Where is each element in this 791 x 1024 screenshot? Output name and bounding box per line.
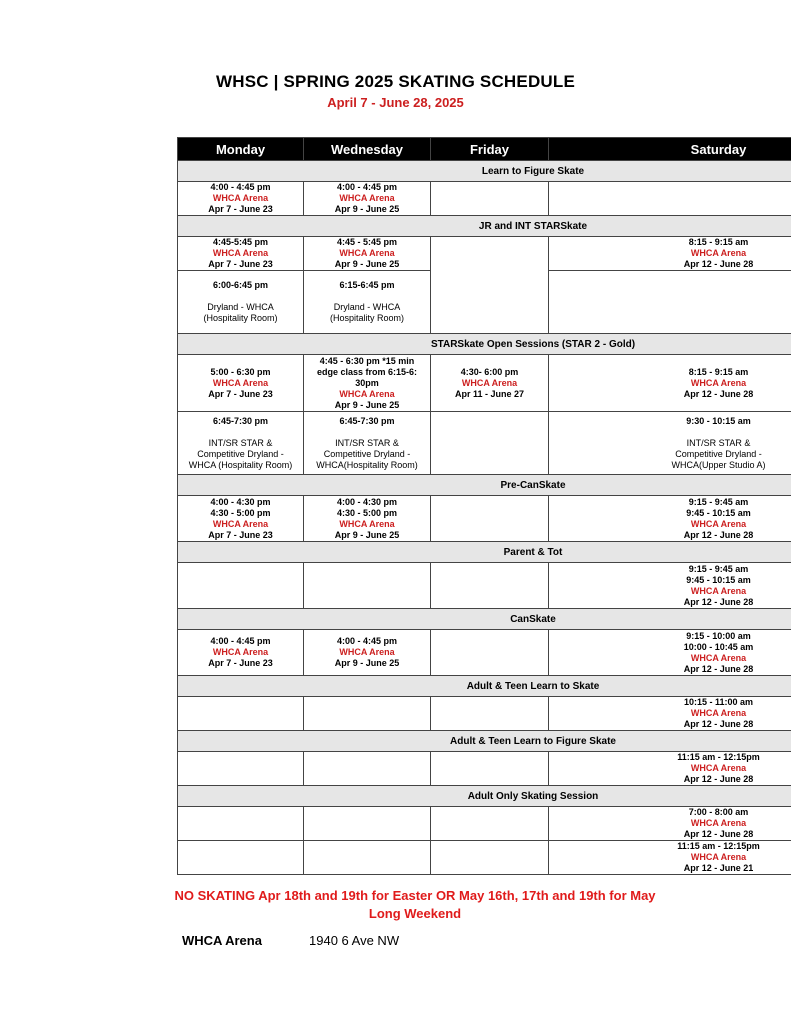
day-header-monday: Monday (178, 138, 304, 161)
date-range-text: Apr 7 - June 23 (208, 204, 273, 214)
time-text: 6:45-7:30 pm (212, 415, 269, 426)
section-title: Pre-CanSkate (178, 475, 791, 496)
venue-text: WHCA Arena (339, 647, 395, 657)
empty-cell (178, 752, 304, 786)
table-row (178, 412, 791, 475)
empty-cell (549, 271, 791, 334)
empty-cell (431, 807, 549, 841)
schedule-cell (178, 355, 304, 412)
schedule-cell (178, 630, 304, 676)
activity-text: Dryland - WHCA (207, 302, 274, 312)
schedule-table (177, 137, 791, 875)
time-text: 4:00 - 4:45 pm (210, 636, 271, 646)
schedule-cell (549, 807, 791, 841)
activity-text: INT/SR STAR & (208, 437, 273, 448)
date-range-text: Apr 9 - June 25 (334, 204, 400, 214)
section-row (178, 542, 791, 563)
schedule-cell (178, 237, 304, 271)
section-row (178, 334, 791, 355)
time-text: 11:15 am - 12:15pm (677, 752, 760, 762)
schedule-cell (304, 630, 431, 676)
schedule-cell (178, 496, 304, 542)
empty-cell (431, 563, 549, 609)
time-text: 4:30- 6:00 pm (460, 366, 519, 377)
date-range-text: Apr 7 - June 23 (208, 259, 273, 269)
date-range-text: Apr 12 - June 28 (683, 829, 754, 839)
date-range-text: Apr 7 - June 23 (208, 388, 273, 399)
empty-cell (178, 697, 304, 731)
date-range-text: Apr 12 - June 21 (683, 863, 754, 873)
schedule-cell (549, 237, 791, 271)
schedule-cell (549, 412, 791, 475)
section-title: JR and INT STARSkate (178, 216, 791, 237)
activity-text: Competitive Dryland - (675, 448, 762, 459)
venue-text: WHCA Arena (690, 763, 747, 773)
section-title: CanSkate (178, 609, 791, 630)
table-row (178, 841, 791, 875)
section-row (178, 216, 791, 237)
schedule-cell (304, 412, 431, 475)
date-range-text: Apr 12 - June 28 (683, 529, 754, 540)
schedule-cell (304, 182, 431, 216)
time-text: 4:00 - 4:45 pm (336, 182, 398, 192)
day-header-friday: Friday (431, 138, 549, 161)
date-range-text: Apr 12 - June 28 (683, 259, 754, 269)
empty-cell (304, 841, 431, 875)
schedule-cell (549, 630, 791, 676)
header-row (178, 138, 791, 161)
time-text: 9:30 - 10:15 am (686, 415, 751, 426)
venue-text: WHCA Arena (212, 248, 269, 258)
time-text: 6:45-7:30 pm (339, 415, 395, 426)
section-title: Parent & Tot (178, 542, 791, 563)
venue-text: WHCA Arena (339, 518, 395, 529)
time-text: 9:15 - 10:00 am (686, 630, 751, 641)
schedule-cell (178, 182, 304, 216)
time-text: 9:45 - 10:15 am (686, 507, 751, 518)
table-row (178, 355, 791, 412)
empty-cell (431, 697, 549, 731)
time-text: 4:00 - 4:45 pm (210, 182, 271, 192)
date-range-text: Apr 11 - June 27 (454, 388, 525, 399)
section-row (178, 731, 791, 752)
time-text: 4:30 - 5:00 pm (210, 507, 271, 518)
venue-text: WHCA Arena (339, 388, 395, 399)
time-text: 9:45 - 10:15 am (686, 574, 751, 585)
table-row (178, 496, 791, 542)
date-range-text: Apr 12 - June 28 (683, 388, 754, 399)
schedule-cell (549, 752, 791, 786)
schedule-cell (549, 841, 791, 875)
empty-cell (549, 182, 791, 216)
address-value: 1940 6 Ave NW (309, 933, 400, 948)
empty-cell (304, 752, 431, 786)
time-text: 6:15-6:45 pm (339, 280, 395, 290)
venue-text: WHCA Arena (690, 248, 747, 258)
activity-text: WHCA (Hospitality Room) (188, 459, 293, 470)
time-text: 11:15 am - 12:15pm (677, 841, 760, 851)
section-title: Adult & Teen Learn to Figure Skate (178, 731, 791, 752)
activity-text: WHCA(Upper Studio A) (671, 459, 766, 470)
time-text: 4:00 - 4:30 pm (210, 496, 271, 507)
venue-text: WHCA Arena (339, 248, 395, 258)
date-range-text: Apr 9 - June 25 (334, 399, 400, 410)
venue-text: WHCA Arena (690, 377, 747, 388)
empty-cell (431, 841, 549, 875)
date-range-text: Apr 12 - June 28 (683, 663, 754, 674)
section-title: Learn to Figure Skate (178, 161, 791, 182)
venue-text: WHCA Arena (690, 708, 747, 718)
venue-text: WHCA Arena (690, 818, 747, 828)
venue-text: WHCA Arena (690, 852, 747, 862)
time-text: 10:15 - 11:00 am (683, 697, 754, 707)
schedule-cell (431, 355, 549, 412)
date-range-text: Apr 12 - June 28 (683, 596, 754, 607)
empty-cell (431, 496, 549, 542)
empty-cell (178, 563, 304, 609)
activity-text: (Hospitality Room) (329, 313, 405, 323)
time-text: 4:00 - 4:30 pm (336, 496, 398, 507)
page-title: WHSC | SPRING 2025 SKATING SCHEDULE (215, 72, 576, 91)
table-row (178, 807, 791, 841)
activity-text: WHCA(Hospitality Room) (316, 459, 418, 470)
schedule-cell (178, 271, 304, 334)
closure-notice: NO SKATING Apr 18th and 19th for Easter OR May 16th, 17th and 19th for May Long Weekend (174, 888, 656, 921)
time-text: 6:00-6:45 pm (212, 280, 269, 290)
date-range-text: Apr 7 - June 23 (208, 658, 273, 668)
empty-cell (178, 841, 304, 875)
table-row (178, 752, 791, 786)
date-range-text: Apr 9 - June 25 (334, 259, 400, 269)
venue-text: WHCA Arena (690, 652, 747, 663)
schedule-cell (304, 355, 431, 412)
empty-cell (304, 697, 431, 731)
table-row (178, 630, 791, 676)
activity-text: INT/SR STAR & (335, 437, 399, 448)
activity-text: Competitive Dryland - (323, 448, 411, 459)
date-range-text: Apr 9 - June 25 (334, 658, 400, 668)
table-row (178, 237, 791, 271)
time-text: 4:45-5:45 pm (212, 237, 269, 247)
time-text: 9:15 - 9:45 am (688, 496, 749, 507)
empty-cell (304, 807, 431, 841)
activity-text: (Hospitality Room) (203, 313, 278, 323)
address-label: WHCA Arena (182, 933, 262, 948)
schedule-cell (549, 563, 791, 609)
schedule-cell (304, 237, 431, 271)
section-row (178, 609, 791, 630)
date-range-text: Apr 12 - June 28 (683, 774, 754, 784)
day-header-saturday: Saturday (549, 138, 791, 161)
section-title: STARSkate Open Sessions (STAR 2 - Gold) (178, 334, 791, 355)
venue-text: WHCA Arena (212, 647, 269, 657)
empty-cell (431, 752, 549, 786)
section-row (178, 475, 791, 496)
time-text: 30pm (355, 377, 379, 388)
venue-text: WHCA Arena (690, 518, 747, 529)
section-title: Adult & Teen Learn to Skate (178, 676, 791, 697)
venue-text: WHCA Arena (461, 377, 518, 388)
empty-cell (431, 630, 549, 676)
schedule-dates: April 7 - June 28, 2025 (327, 95, 464, 110)
section-row (178, 786, 791, 807)
table-row (178, 182, 791, 216)
time-text: 4:00 - 4:45 pm (336, 636, 398, 646)
time-text: 5:00 - 6:30 pm (210, 366, 271, 377)
empty-cell (431, 237, 549, 334)
empty-cell (431, 412, 549, 475)
activity-text: Competitive Dryland - (197, 448, 284, 459)
time-text: edge class from 6:15-6: (316, 366, 418, 377)
table-row (178, 697, 791, 731)
date-range-text: Apr 12 - June 28 (683, 719, 754, 729)
section-title: Adult Only Skating Session (178, 786, 791, 807)
venue-text: WHCA Arena (212, 377, 269, 388)
activity-text: Dryland - WHCA (333, 302, 401, 312)
time-text: 4:45 - 5:45 pm (336, 237, 398, 247)
section-row (178, 161, 791, 182)
section-row (178, 676, 791, 697)
time-text: 8:15 - 9:15 am (688, 237, 749, 247)
empty-cell (431, 182, 549, 216)
time-text: 10:00 - 10:45 am (683, 641, 754, 652)
table-row (178, 563, 791, 609)
schedule-cell (304, 271, 431, 334)
date-range-text: Apr 7 - June 23 (208, 529, 273, 540)
venue-text: WHCA Arena (212, 193, 269, 203)
schedule-cell (549, 496, 791, 542)
time-text: 8:15 - 9:15 am (688, 366, 749, 377)
schedule-cell (549, 355, 791, 412)
time-text: 7:00 - 8:00 am (688, 807, 749, 817)
schedule-cell (549, 697, 791, 731)
empty-cell (178, 807, 304, 841)
time-text: 9:15 - 9:45 am (688, 563, 749, 574)
time-text: 4:30 - 5:00 pm (336, 507, 398, 518)
time-text: 4:45 - 6:30 pm *15 min (319, 355, 415, 366)
date-range-text: Apr 9 - June 25 (334, 529, 400, 540)
activity-text: INT/SR STAR & (686, 437, 751, 448)
schedule-cell (178, 412, 304, 475)
venue-text: WHCA Arena (339, 193, 395, 203)
empty-cell (304, 563, 431, 609)
schedule-cell (304, 496, 431, 542)
venue-text: WHCA Arena (212, 518, 269, 529)
day-header-wednesday: Wednesday (304, 138, 431, 161)
venue-text: WHCA Arena (690, 585, 747, 596)
